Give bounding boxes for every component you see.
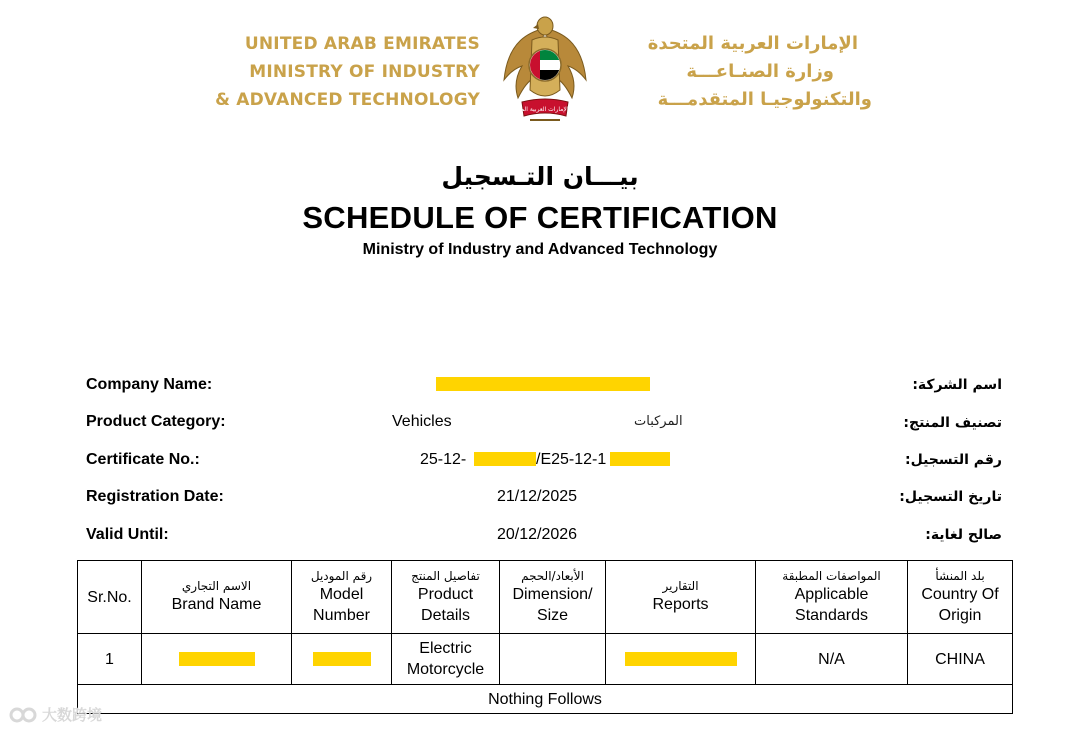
registration-date-label: Registration Date: <box>86 488 224 505</box>
valid-until-label-ar: صالح لغاية: <box>925 527 1002 543</box>
header-model-number: رقم الموديل Model Number <box>292 561 392 634</box>
cell-sr-no: 1 <box>78 634 142 685</box>
product-category-label-ar: تصنيف المنتج: <box>903 415 1002 431</box>
certificate-no-label-ar: رقم التسجيل: <box>905 452 1002 468</box>
product-category-label: Product Category: <box>86 413 226 430</box>
emblem-banner-text: دولة الإمارات العربية المتحدة <box>508 106 582 113</box>
cell-product-details: Electric Motorcycle <box>392 634 500 685</box>
certificate-no-redaction-2 <box>610 452 670 466</box>
certification-table <box>77 560 1013 714</box>
certificate-no-label: Certificate No.: <box>86 451 200 468</box>
header-en-line-2: MINISTRY OF INDUSTRY <box>249 62 480 82</box>
cell-applicable-standards: N/A <box>756 634 908 685</box>
header-reports: التقارير Reports <box>606 561 756 634</box>
table-header-row <box>78 561 1013 634</box>
header-ar-line-3: والتكنولوجيـا المتقدمـــة <box>657 89 872 110</box>
header-applicable-standards: المواصفات المطبقة Applicable Standards <box>756 561 908 634</box>
company-name-label: Company Name: <box>86 376 213 393</box>
table-footer-row <box>78 685 1013 714</box>
registration-date-label-ar: تاريخ التسجيل: <box>899 489 1002 505</box>
company-name-redaction <box>436 377 650 391</box>
uae-falcon-emblem-icon <box>500 10 590 126</box>
header-en-line-3: & ADVANCED TECHNOLOGY <box>215 90 480 110</box>
header-brand-name: الاسم التجاري Brand Name <box>142 561 292 634</box>
product-category-value: Vehicles <box>392 413 452 430</box>
header-sr-no: Sr.No. <box>78 561 142 634</box>
cell-country-of-origin: CHINA <box>908 634 1013 685</box>
link-icon <box>8 706 38 724</box>
title-arabic: بيـــان التـسجيل <box>441 162 639 191</box>
cell-reports <box>606 634 756 685</box>
valid-until-value: 20/12/2026 <box>497 526 578 543</box>
company-name-label-ar: اسم الشركة: <box>912 377 1002 393</box>
certificate-no-part2: /E25-12-1 <box>536 451 607 468</box>
header-en-line-1: UNITED ARAB EMIRATES <box>244 34 480 54</box>
reports-redaction <box>625 652 737 666</box>
header-ar-line-1: الإمارات العربية المتحدة <box>647 33 858 54</box>
certificate-no-part1: 25-12- <box>420 451 467 468</box>
cell-brand-name <box>142 634 292 685</box>
watermark <box>8 704 102 725</box>
header-country-of-origin: بلد المنشأ Country Of Origin <box>908 561 1013 634</box>
certificate-no-redaction-1 <box>474 452 536 466</box>
valid-until-label: Valid Until: <box>86 526 169 543</box>
page-subtitle: Ministry of Industry and Advanced Technology <box>362 241 718 258</box>
watermark-text: 大数跨境 <box>42 706 103 724</box>
cell-model-number <box>292 634 392 685</box>
header-product-details: تفاصيل المنتج Product Details <box>392 561 500 634</box>
table-row <box>78 634 1013 685</box>
header-ar-line-2: وزارة الصنـاعـــة <box>686 61 834 82</box>
model-number-redaction <box>313 652 371 666</box>
nothing-follows: Nothing Follows <box>78 685 1013 714</box>
brand-name-redaction <box>179 652 255 666</box>
cell-dimension <box>500 634 606 685</box>
header-dimension-size: الأبعاد/الحجم Dimension/ Size <box>500 561 606 634</box>
product-category-value-ar: المركبات <box>634 414 683 429</box>
page-title: SCHEDULE OF CERTIFICATION <box>302 200 778 235</box>
registration-date-value: 21/12/2025 <box>497 488 578 505</box>
